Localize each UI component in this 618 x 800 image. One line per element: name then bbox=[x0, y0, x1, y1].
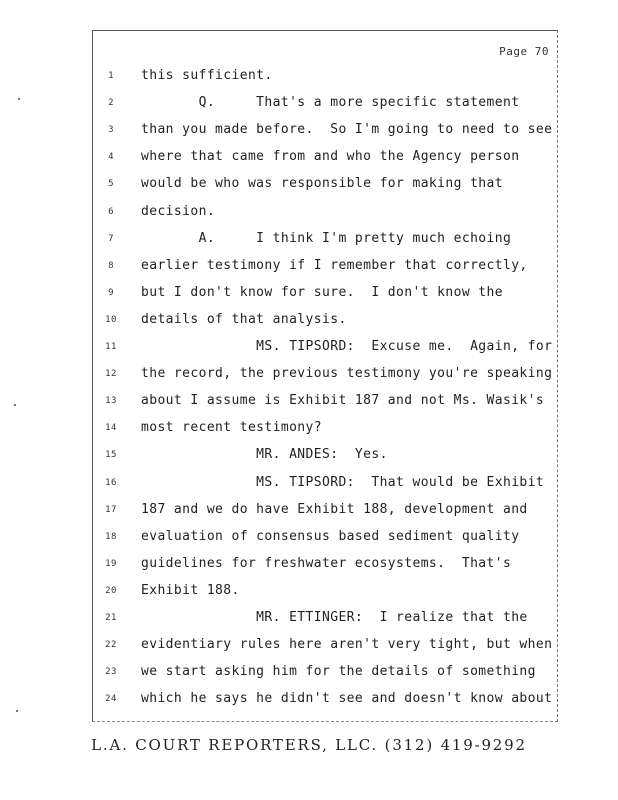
transcript-page bbox=[92, 30, 558, 722]
line-text: earlier testimony if I remember that correctly, bbox=[141, 257, 528, 273]
line-number: 15 bbox=[105, 450, 117, 461]
line-number: 9 bbox=[108, 287, 114, 298]
line-text: but I don't know for sure. I don't know the bbox=[141, 284, 503, 300]
transcript-line bbox=[93, 231, 559, 253]
transcript-line bbox=[93, 583, 559, 605]
transcript-line bbox=[93, 204, 559, 226]
line-number: 10 bbox=[105, 314, 117, 325]
transcript-line bbox=[93, 122, 559, 144]
transcript-line bbox=[93, 258, 559, 280]
transcript-line bbox=[93, 691, 559, 713]
line-number: 7 bbox=[108, 233, 114, 244]
line-text: where that came from and who the Agency person bbox=[141, 149, 520, 165]
line-text: Exhibit 188. bbox=[141, 582, 240, 598]
page-number: Page 70 bbox=[499, 45, 549, 58]
line-text: MS. TIPSORD: That would be Exhibit bbox=[141, 474, 545, 490]
transcript-line bbox=[93, 664, 559, 686]
transcript-line bbox=[93, 95, 559, 117]
line-text: the record, the previous testimony you're speaking bbox=[141, 366, 553, 382]
line-text: 187 and we do have Exhibit 188, development and bbox=[141, 501, 528, 517]
line-number: 16 bbox=[105, 477, 117, 488]
transcript-line bbox=[93, 285, 559, 307]
scan-mark bbox=[18, 98, 20, 100]
transcript-line bbox=[93, 610, 559, 632]
line-number: 4 bbox=[108, 152, 114, 163]
line-text: Q. That's a more specific statement bbox=[141, 95, 520, 111]
line-text: than you made before. So I'm going to need to see bbox=[141, 122, 553, 138]
transcript-line bbox=[93, 393, 559, 415]
line-number: 11 bbox=[105, 342, 117, 352]
line-number: 17 bbox=[105, 504, 117, 515]
line-number: 8 bbox=[108, 260, 114, 271]
transcript-line bbox=[93, 556, 559, 578]
line-number: 12 bbox=[105, 369, 117, 380]
line-text: decision. bbox=[141, 203, 216, 219]
line-number: 20 bbox=[105, 585, 117, 596]
line-text: evaluation of consensus based sediment quality bbox=[141, 528, 520, 544]
line-text: details of that analysis. bbox=[141, 311, 347, 327]
transcript-line bbox=[93, 475, 559, 497]
line-text: we start asking him for the details of something bbox=[141, 664, 536, 680]
line-number: 6 bbox=[108, 206, 114, 217]
court-reporter-footer: L.A. COURT REPORTERS, LLC. (312) 419-9292 bbox=[91, 736, 527, 754]
transcript-line bbox=[93, 176, 559, 198]
line-number: 13 bbox=[105, 396, 117, 407]
transcript-line bbox=[93, 637, 559, 659]
line-text: MR. ANDES: Yes. bbox=[141, 447, 388, 463]
line-text: MR. ETTINGER: I realize that the bbox=[141, 610, 528, 625]
line-number: 21 bbox=[105, 613, 117, 623]
line-text: most recent testimony? bbox=[141, 420, 322, 436]
line-number: 3 bbox=[108, 125, 114, 136]
transcript-line bbox=[93, 447, 559, 469]
line-number: 2 bbox=[108, 98, 114, 109]
scan-mark bbox=[16, 710, 18, 712]
transcript-line bbox=[93, 420, 559, 442]
transcript-line bbox=[93, 68, 559, 90]
line-number: 1 bbox=[108, 71, 114, 81]
line-text: A. I think I'm pretty much echoing bbox=[141, 230, 512, 246]
line-number: 22 bbox=[105, 640, 117, 651]
line-number: 19 bbox=[105, 558, 117, 569]
transcript-line bbox=[93, 149, 559, 171]
line-text: guidelines for freshwater ecosystems. That's bbox=[141, 555, 512, 571]
line-number: 18 bbox=[105, 531, 117, 542]
line-text: evidentiary rules here aren't very tight, but when bbox=[141, 637, 553, 653]
line-number: 14 bbox=[105, 423, 117, 434]
line-text: would be who was responsible for making that bbox=[141, 176, 503, 192]
transcript-line bbox=[93, 529, 559, 551]
line-text: MS. TIPSORD: Excuse me. Again, for bbox=[141, 339, 553, 354]
line-text: this sufficient. bbox=[141, 68, 273, 83]
transcript-line bbox=[93, 312, 559, 334]
transcript-line bbox=[93, 502, 559, 524]
line-number: 24 bbox=[105, 694, 117, 705]
scan-mark bbox=[14, 404, 16, 406]
line-text: which he says he didn't see and doesn't know about bbox=[141, 691, 553, 707]
transcript-line bbox=[93, 366, 559, 388]
transcript-line bbox=[93, 339, 559, 361]
line-text: about I assume is Exhibit 187 and not Ms. Wasik's bbox=[141, 393, 545, 409]
line-number: 5 bbox=[108, 179, 114, 190]
line-number: 23 bbox=[105, 667, 117, 678]
